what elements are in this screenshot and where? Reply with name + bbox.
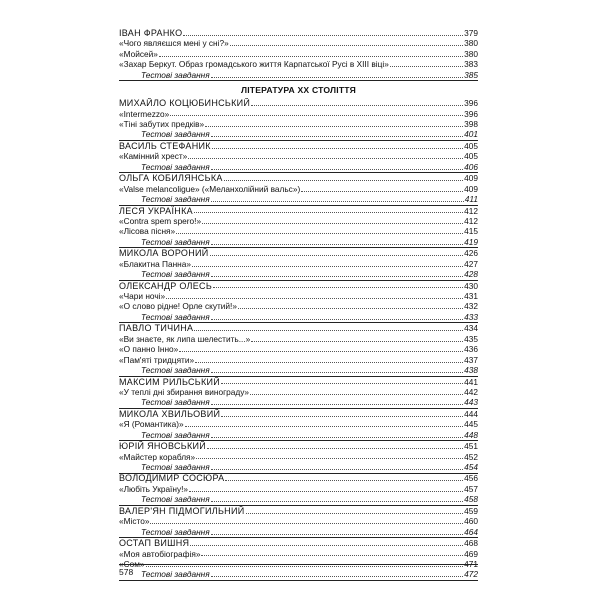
dot-leader [202, 223, 463, 224]
toc-entry-page: 396 [464, 98, 478, 109]
toc-entry-title: «Тіні забутих предків» [119, 119, 205, 130]
toc-entry-title: «Чари ночі» [119, 291, 166, 302]
toc-entry-author [119, 28, 478, 38]
dot-leader [189, 491, 463, 492]
toc-entry-task [119, 162, 478, 172]
toc-entry-title: ОЛЕКСАНДР ОЛЕСЬ [119, 280, 213, 291]
page-number: 578 [119, 564, 478, 577]
toc-entry-work [119, 59, 478, 69]
toc-entry-task [119, 365, 478, 375]
toc-entry-page: 411 [464, 194, 478, 205]
toc-author-group [119, 377, 478, 409]
toc-entry-title: Тестові завдання [141, 194, 210, 205]
dot-leader [211, 437, 463, 438]
toc-entry-task [119, 527, 478, 537]
toc-author-group [119, 409, 478, 441]
toc-entry-page: 472 [464, 569, 478, 580]
toc-entry-author [119, 248, 478, 258]
toc-entry-page: 441 [464, 376, 478, 387]
dot-leader [185, 426, 464, 427]
toc-entry-work [119, 119, 478, 129]
toc-entry-title: «Моя автобіографія» [119, 548, 201, 559]
toc-entry-work [119, 49, 478, 59]
toc-entry-author [119, 141, 478, 151]
dot-leader [224, 180, 463, 181]
toc-entry-work [119, 484, 478, 494]
toc-entry-title: Тестові завдання [141, 161, 210, 172]
toc-entry-page: 432 [464, 301, 478, 312]
dot-leader [301, 191, 463, 192]
toc-entry-task [119, 462, 478, 472]
toc-entry-title: Тестові завдання [141, 69, 210, 80]
dot-leader [221, 383, 463, 384]
toc-entry-page: 412 [464, 205, 478, 216]
toc-entry-title: «Valse melancoligue» («Меланхолійний вальс») [119, 183, 301, 194]
toc-entry-title: «Intermezzo» [119, 108, 170, 119]
toc-entry-title: «Лісова пісня» [119, 226, 176, 237]
toc-entry-title: Тестові завдання [141, 526, 210, 537]
dot-leader [194, 212, 463, 213]
toc-main-section [119, 98, 478, 581]
toc-entry-work [119, 259, 478, 269]
toc-entry-page: 396 [464, 108, 478, 119]
dot-leader [211, 404, 463, 405]
toc-entry-author [119, 441, 478, 451]
toc-entry-author [119, 506, 478, 516]
toc-entry-page: 406 [464, 161, 478, 172]
toc-entry-task [119, 312, 478, 322]
toc-entry-page: 430 [464, 280, 478, 291]
toc-entry-title: «Ви знаєте, як липа шелестить...» [119, 333, 251, 344]
dot-leader [211, 244, 463, 245]
dot-leader [213, 287, 463, 288]
dot-leader [251, 341, 463, 342]
toc-entry-work [119, 291, 478, 301]
toc-entry-title: Тестові завдання [141, 311, 210, 322]
dot-leader [150, 523, 463, 524]
toc-entry-work [119, 419, 478, 429]
toc-entry-page: 460 [464, 516, 478, 527]
toc-entry-page: 452 [464, 451, 478, 462]
toc-entry-title: «Місто» [119, 516, 150, 527]
toc-entry-author [119, 474, 478, 484]
toc-entry-task [119, 237, 478, 247]
toc-entry-title: «Любіть Україну!» [119, 483, 189, 494]
dot-leader [211, 77, 463, 78]
toc-entry-page: 438 [464, 365, 478, 376]
toc-entry-page: 448 [464, 429, 478, 440]
toc-author-group [119, 206, 478, 249]
toc-entry-task [119, 494, 478, 504]
toc-entry-page: 409 [464, 183, 478, 194]
toc-author-group [119, 248, 478, 280]
toc-entry-title: «О панно Інно» [119, 344, 179, 355]
toc-entry-task [119, 269, 478, 279]
toc-author-group [119, 28, 478, 81]
toc-entry-title: Тестові завдання [141, 397, 210, 408]
toc-entry-author [119, 281, 478, 291]
toc-entry-work [119, 355, 478, 365]
toc-entry-work [119, 344, 478, 354]
toc-author-group [119, 173, 478, 205]
dot-leader [179, 351, 463, 352]
toc-entry-page: 385 [464, 69, 478, 80]
toc-entry-work [119, 516, 478, 526]
toc-entry-title: «У теплі дні збирання винограду» [119, 387, 250, 397]
toc-entry-work [119, 151, 478, 161]
dot-leader [211, 201, 464, 202]
toc-author-group [119, 506, 478, 538]
toc-entry-page: 445 [464, 419, 478, 430]
toc-entry-title: МИКОЛА ХВИЛЬОВИЙ [119, 408, 221, 419]
toc-entry-title: «Сом» [119, 559, 145, 569]
toc-entry-page: 431 [464, 291, 478, 302]
toc-author-group [119, 141, 478, 173]
dot-leader [170, 115, 463, 116]
dot-leader [205, 126, 463, 127]
dot-leader [183, 35, 463, 36]
toc-author-group [119, 323, 478, 376]
toc-entry-title: ІВАН ФРАНКО [119, 28, 183, 38]
dot-leader [211, 469, 463, 470]
toc-entry-work [119, 184, 478, 194]
toc-entry-title: ВАЛЕР'ЯН ПІДМОГИЛЬНИЙ [119, 505, 245, 516]
dot-leader [166, 298, 463, 299]
toc-entry-page: 433 [464, 311, 478, 322]
toc-entry-title: Тестові завдання [141, 569, 210, 580]
toc-entry-author [119, 377, 478, 387]
toc-entry-page: 379 [464, 28, 478, 38]
toc-entry-page: 415 [464, 226, 478, 237]
toc-entry-work [119, 549, 478, 559]
toc-entry-page: 435 [464, 333, 478, 344]
dot-leader [246, 513, 464, 514]
toc-entry-title: «Пам'яті тридцяти» [119, 354, 195, 365]
toc-author-group [119, 281, 478, 324]
dot-leader [225, 480, 463, 481]
dot-leader [176, 233, 463, 234]
dot-leader [211, 276, 463, 277]
toc-entry-title: МИКОЛА ВОРОНИЙ [119, 248, 209, 259]
toc-entry-author [119, 538, 478, 548]
toc-entry-work [119, 387, 478, 397]
toc-entry-work [119, 109, 478, 119]
toc-entry-title: Тестові завдання [141, 129, 210, 140]
toc-entry-page: 443 [464, 397, 478, 408]
toc-entry-page: 464 [464, 526, 478, 537]
toc-entry-title: МАКСИМ РИЛЬСЬКИЙ [119, 376, 221, 387]
dot-leader [230, 45, 463, 46]
dot-leader [211, 169, 463, 170]
toc-entry-title: МИХАЙЛО КОЦЮБИНСЬКИЙ [119, 98, 251, 109]
toc-entry-title: Тестові завдання [141, 236, 210, 247]
toc-entry-title: ОЛЬГА КОБИЛЯНСЬКА [119, 173, 223, 184]
toc-entry-title: ПАВЛО ТИЧИНА [119, 323, 194, 334]
toc-entry-page: 469 [464, 548, 478, 559]
toc-entry-author [119, 98, 478, 108]
toc-entry-work [119, 302, 478, 312]
toc-entry-page: 409 [464, 173, 478, 184]
toc-entry-page: 380 [464, 48, 478, 59]
toc-entry-title: ЮРІЙ ЯНОВСЬКИЙ [119, 441, 207, 452]
toc-entry-title: «Майстер корабля» [119, 451, 196, 462]
toc-entry-task [119, 70, 478, 80]
toc-entry-page: 459 [464, 505, 478, 516]
toc-entry-title: Тестові завдання [141, 429, 210, 440]
dot-leader [188, 158, 463, 159]
toc-author-group [119, 474, 478, 506]
toc-entry-page: 436 [464, 344, 478, 355]
dot-leader [207, 448, 463, 449]
toc-entry-title: «Блакитна Панна» [119, 258, 191, 269]
toc-entry-title: ЛЕСЯ УКРАЇНКА [119, 205, 193, 216]
toc-entry-title: Тестові завдання [141, 494, 210, 505]
dot-leader [159, 56, 463, 57]
toc-entry-work [119, 334, 478, 344]
toc-entry-page: 437 [464, 354, 478, 365]
toc-entry-page: 412 [464, 216, 478, 226]
dot-leader [196, 458, 463, 459]
toc-entry-work [119, 226, 478, 236]
dot-leader [211, 319, 463, 320]
toc-entry-title: «Камінний хрест» [119, 151, 188, 162]
dot-leader [238, 308, 463, 309]
toc-entry-page: 426 [464, 248, 478, 259]
dot-leader [210, 255, 464, 256]
dot-leader [192, 266, 463, 267]
toc-entry-work [119, 452, 478, 462]
toc-entry-title: «Захар Беркут. Образ громадського життя Карпатської Русі в ХІІІ віці» [119, 59, 389, 70]
toc-entry-page: 405 [464, 151, 478, 162]
dot-leader [212, 148, 463, 149]
toc-entry-page: 451 [464, 441, 478, 452]
toc-entry-page: 434 [464, 323, 478, 334]
dot-leader [211, 534, 463, 535]
toc-top-section [119, 28, 478, 81]
toc-entry-title: Тестові завдання [141, 365, 210, 376]
toc-entry-page: 471 [464, 559, 478, 569]
dot-leader [211, 372, 463, 373]
toc-entry-title: «Мойсей» [119, 48, 158, 59]
toc-entry-page: 383 [464, 59, 478, 70]
toc-entry-page: 454 [464, 462, 478, 473]
toc-entry-title: ВОЛОДИМИР СОСЮРА [119, 473, 225, 484]
toc-entry-page: 458 [464, 494, 478, 505]
toc-entry-page: 427 [464, 258, 478, 269]
toc-entry-page: 428 [464, 269, 478, 280]
toc-entry-title: «О слово рідне! Орле скутий!» [119, 301, 237, 312]
toc-entry-title: Тестові завдання [141, 269, 210, 280]
toc-entry-page: 468 [464, 538, 478, 549]
toc-entry-title: «Чого являєшся мені у сні?» [119, 38, 229, 49]
toc-entry-page: 442 [464, 387, 478, 397]
dot-leader [211, 501, 463, 502]
toc-entry-page: 405 [464, 140, 478, 151]
toc-entry-author [119, 323, 478, 333]
dot-leader [251, 105, 463, 106]
toc-entry-task [119, 430, 478, 440]
toc-entry-title: ОСТАП ВИШНЯ [119, 538, 190, 549]
dot-leader [190, 545, 463, 546]
toc-entry-work [119, 38, 478, 48]
toc-entry-page: 456 [464, 473, 478, 484]
section-heading: ЛІТЕРАТУРА ХХ СТОЛІТТЯ [240, 85, 357, 96]
dot-leader [195, 362, 463, 363]
toc-entry-task [119, 194, 478, 204]
toc-entry-page: 457 [464, 483, 478, 494]
toc-entry-task [119, 130, 478, 140]
toc-entry-page: 401 [464, 129, 478, 140]
dot-leader [201, 555, 463, 556]
dot-leader [221, 416, 463, 417]
dot-leader [250, 394, 463, 395]
toc-entry-work [119, 216, 478, 226]
dot-leader [194, 330, 463, 331]
toc-entry-author [119, 409, 478, 419]
toc-author-group [119, 98, 478, 141]
toc-author-group [119, 441, 478, 473]
toc-entry-title: ВАСИЛЬ СТЕФАНИК [119, 140, 211, 151]
toc-entry-task [119, 397, 478, 407]
toc-entry-title: Тестові завдання [141, 462, 210, 473]
toc-entry-author [119, 206, 478, 216]
dot-leader [211, 136, 463, 137]
toc-entry-page: 444 [464, 408, 478, 419]
table-of-contents [119, 28, 478, 581]
toc-entry-page: 419 [464, 236, 478, 247]
toc-entry-page: 380 [464, 38, 478, 49]
dot-leader [390, 66, 463, 67]
toc-entry-author [119, 173, 478, 183]
toc-entry-title: «Contra spem spero!» [119, 216, 202, 226]
toc-entry-page: 398 [464, 119, 478, 130]
toc-entry-title: «Я (Романтика)» [119, 419, 184, 430]
